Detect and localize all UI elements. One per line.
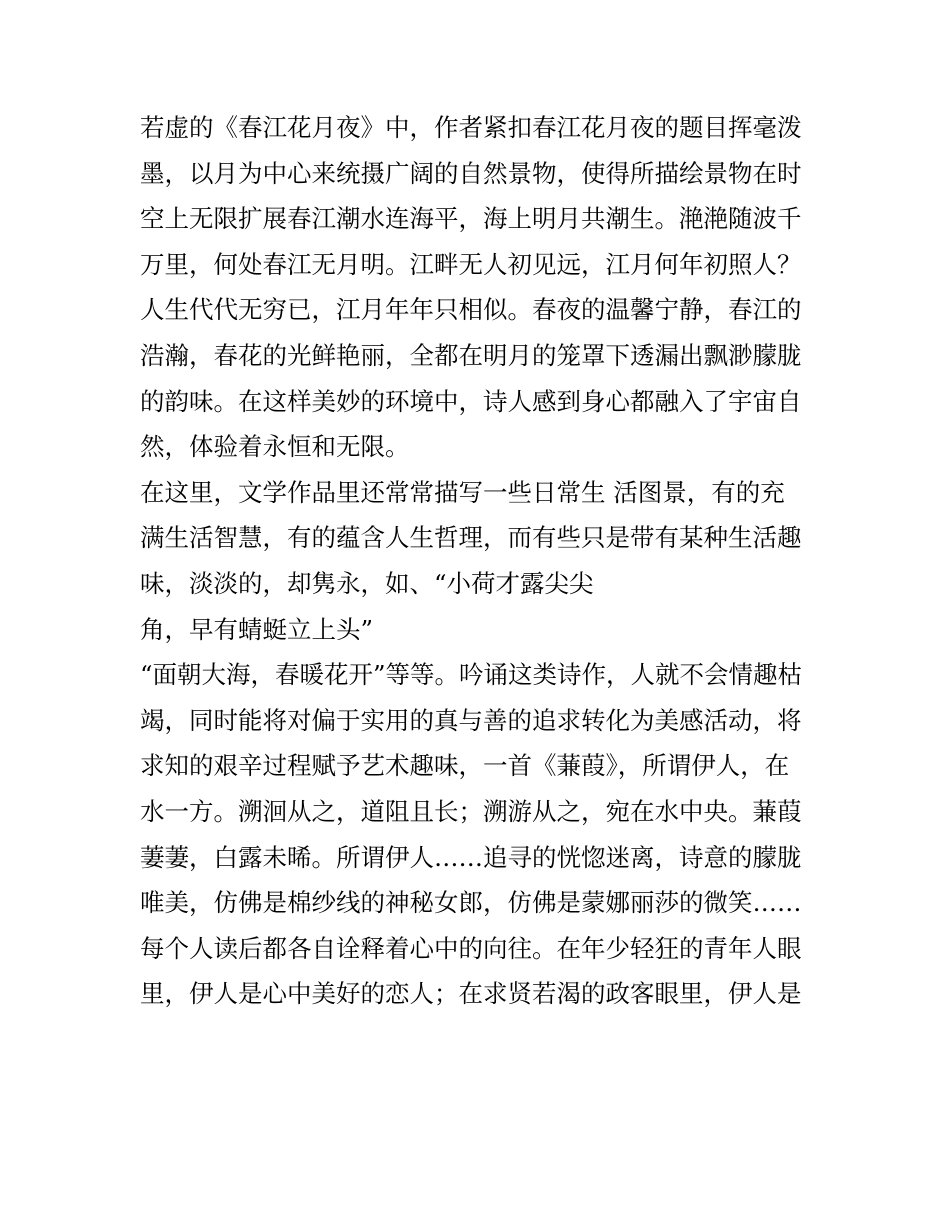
- text-line: 人生代代无穷已，江月年年只相似。春夜的温馨宁静，春江的: [140, 295, 802, 325]
- text-line: 墨，以月为中心来统摄广阔的自然景物，使得所描绘景物在时: [140, 158, 802, 188]
- text-line: 满生活智慧，有的蕴含人生哲理，而有些只是带有某种生活趣: [140, 523, 802, 553]
- body-text: [140, 105, 820, 1017]
- text-line: 空上无限扩展春江潮水连海平，海上明月共潮生。滟滟随波千: [140, 204, 802, 234]
- text-line: 浩瀚，春花的光鲜艳丽，全都在明月的笼罩下透漏出飘渺朦胧: [140, 340, 802, 370]
- text-line: 角，早有蜻蜓立上头”: [140, 614, 374, 644]
- text-line: 然，体验着永恒和无限。: [140, 432, 410, 462]
- text-line: 的韵味。在这样美妙的环境中，诗人感到身心都融入了宇宙自: [140, 386, 802, 416]
- text-line: 每个人读后都各自诠释着心中的向往。在年少轻狂的青年人眼: [140, 933, 802, 963]
- text-line: 味，淡淡的，却隽永，如、“小荷才露尖尖: [140, 568, 594, 598]
- text-line: 万里，何处春江无月明。江畔无人初见远，江月何年初照人？: [140, 249, 802, 279]
- text-line: “面朝大海，春暖花开”等等。吟诵这类诗作，人就不会情趣枯: [140, 660, 803, 690]
- text-line: 萋萋，白露未晞。所谓伊人……追寻的恍惚迷离，诗意的朦胧: [140, 842, 802, 872]
- text-line: 求知的艰辛过程赋予艺术趣味，一首《蒹葭》，所谓伊人，在: [140, 751, 790, 781]
- text-line: 水一方。溯洄从之，道阻且长；溯游从之，宛在水中央。蒹葭: [140, 796, 802, 826]
- text-line: 唯美，仿佛是棉纱线的神秘女郎，仿佛是蒙娜丽莎的微笑……: [140, 888, 802, 918]
- text-line: 里，伊人是心中美好的恋人；在求贤若渴的政客眼里，伊人是: [140, 979, 802, 1009]
- text-line: 在这里，文学作品里还常常描写一些日常生 活图景，有的充: [140, 477, 785, 507]
- text-line: 竭，同时能将对偏于实用的真与善的追求转化为美感活动，将: [140, 705, 802, 735]
- text-line: 若虚的《春江花月夜》中，作者紧扣春江花月夜的题目挥毫泼: [140, 113, 802, 142]
